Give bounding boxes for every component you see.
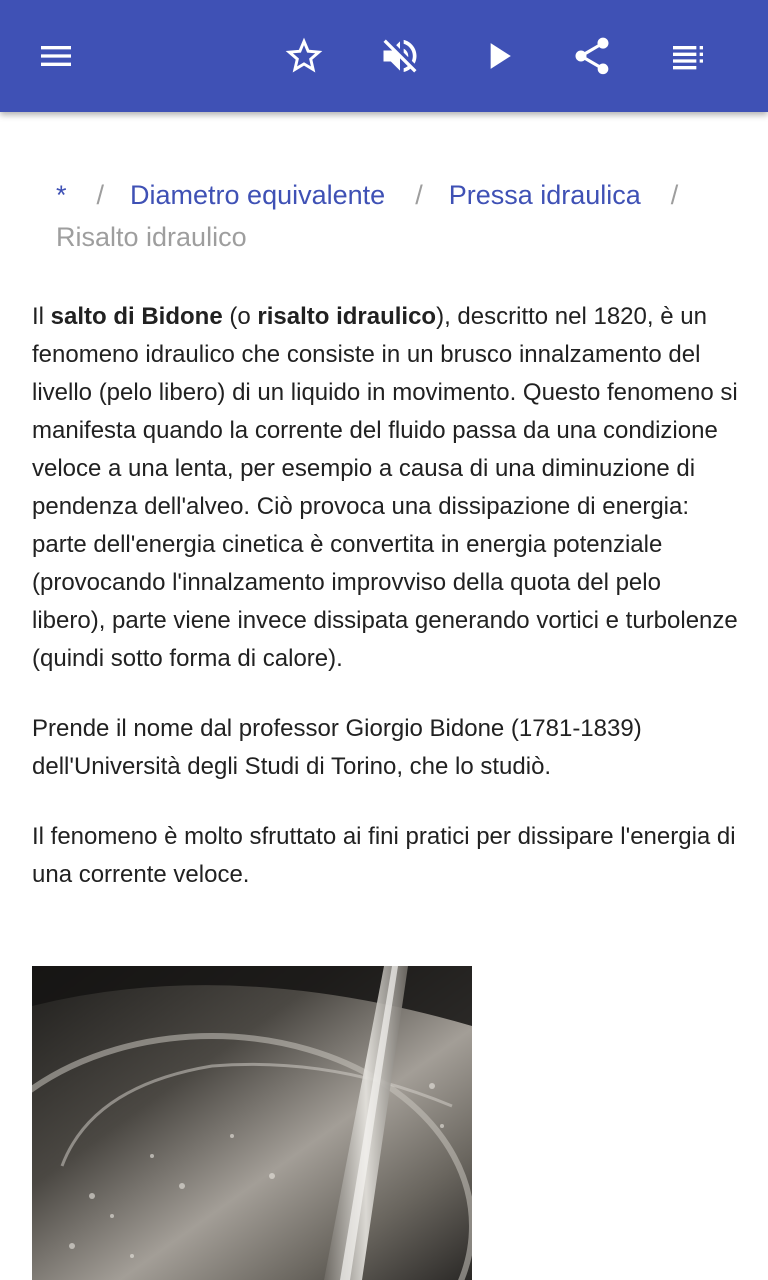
breadcrumb-current-page: Risalto idraulico [56, 222, 247, 252]
paragraph-text: ), descritto nel 1820, è un fenomeno idraulico che consiste in un brusco innalzamento del livello (pelo libero) di un liquido in movimento. Questo fenomeno si manifesta quando la corrente del fluido passa da una condizione veloce a una lenta, per esempio a causa di una diminuzione di pendenza dell'alveo. Ciò provoca una dissipazione di energia: parte dell'energia cinetica è convertita in energia potenziale (provocando l'innalzamento improvviso della quota del pelo libero), parte viene invece dissipata generando vortici e turbolenze (quindi sotto forma di calore). [32, 303, 738, 672]
star-icon [282, 34, 326, 78]
breadcrumb-separator: / [415, 180, 423, 210]
play-button[interactable] [470, 28, 526, 84]
share-button[interactable] [564, 28, 620, 84]
article-paragraph-practical-use: Il fenomeno è molto sfruttato ai fini pratici per dissipare l'energia di una corrente veloce. [32, 823, 736, 888]
breadcrumb-separator: / [670, 180, 679, 210]
mute-button[interactable] [372, 28, 428, 84]
bold-term-risalto-idraulico: risalto idraulico [257, 303, 437, 330]
article-paragraph-name-origin: Prende il nome dal professor Giorgio Bidone (1781-1839) dell'Università degli Studi di Torino, che lo studiò. [32, 715, 642, 780]
play-icon [476, 34, 520, 78]
volume-off-icon [378, 34, 422, 78]
share-icon [570, 34, 614, 78]
article-body [32, 298, 740, 926]
article-paragraph-intro [32, 298, 740, 678]
menu-icon [36, 36, 76, 76]
paragraph-text: (o [222, 303, 258, 330]
menu-button[interactable] [28, 28, 84, 84]
article-image[interactable] [32, 966, 472, 1280]
paragraph-text: Il [32, 303, 51, 330]
favorite-button[interactable] [276, 28, 332, 84]
breadcrumb-home-link[interactable]: * [56, 180, 67, 210]
bold-term-salto-di-bidone: salto di Bidone [50, 303, 223, 330]
playlist-button[interactable] [660, 28, 716, 84]
breadcrumb-separator: / [96, 180, 105, 210]
app-bar [0, 0, 768, 112]
playlist-icon [668, 36, 708, 76]
breadcrumb-link-pressa-idraulica[interactable]: Pressa idraulica [448, 180, 641, 210]
breadcrumb [56, 174, 736, 258]
hydraulic-jump-photo [32, 966, 472, 1280]
breadcrumb-link-diametro-equivalente[interactable]: Diametro equivalente [130, 180, 386, 210]
